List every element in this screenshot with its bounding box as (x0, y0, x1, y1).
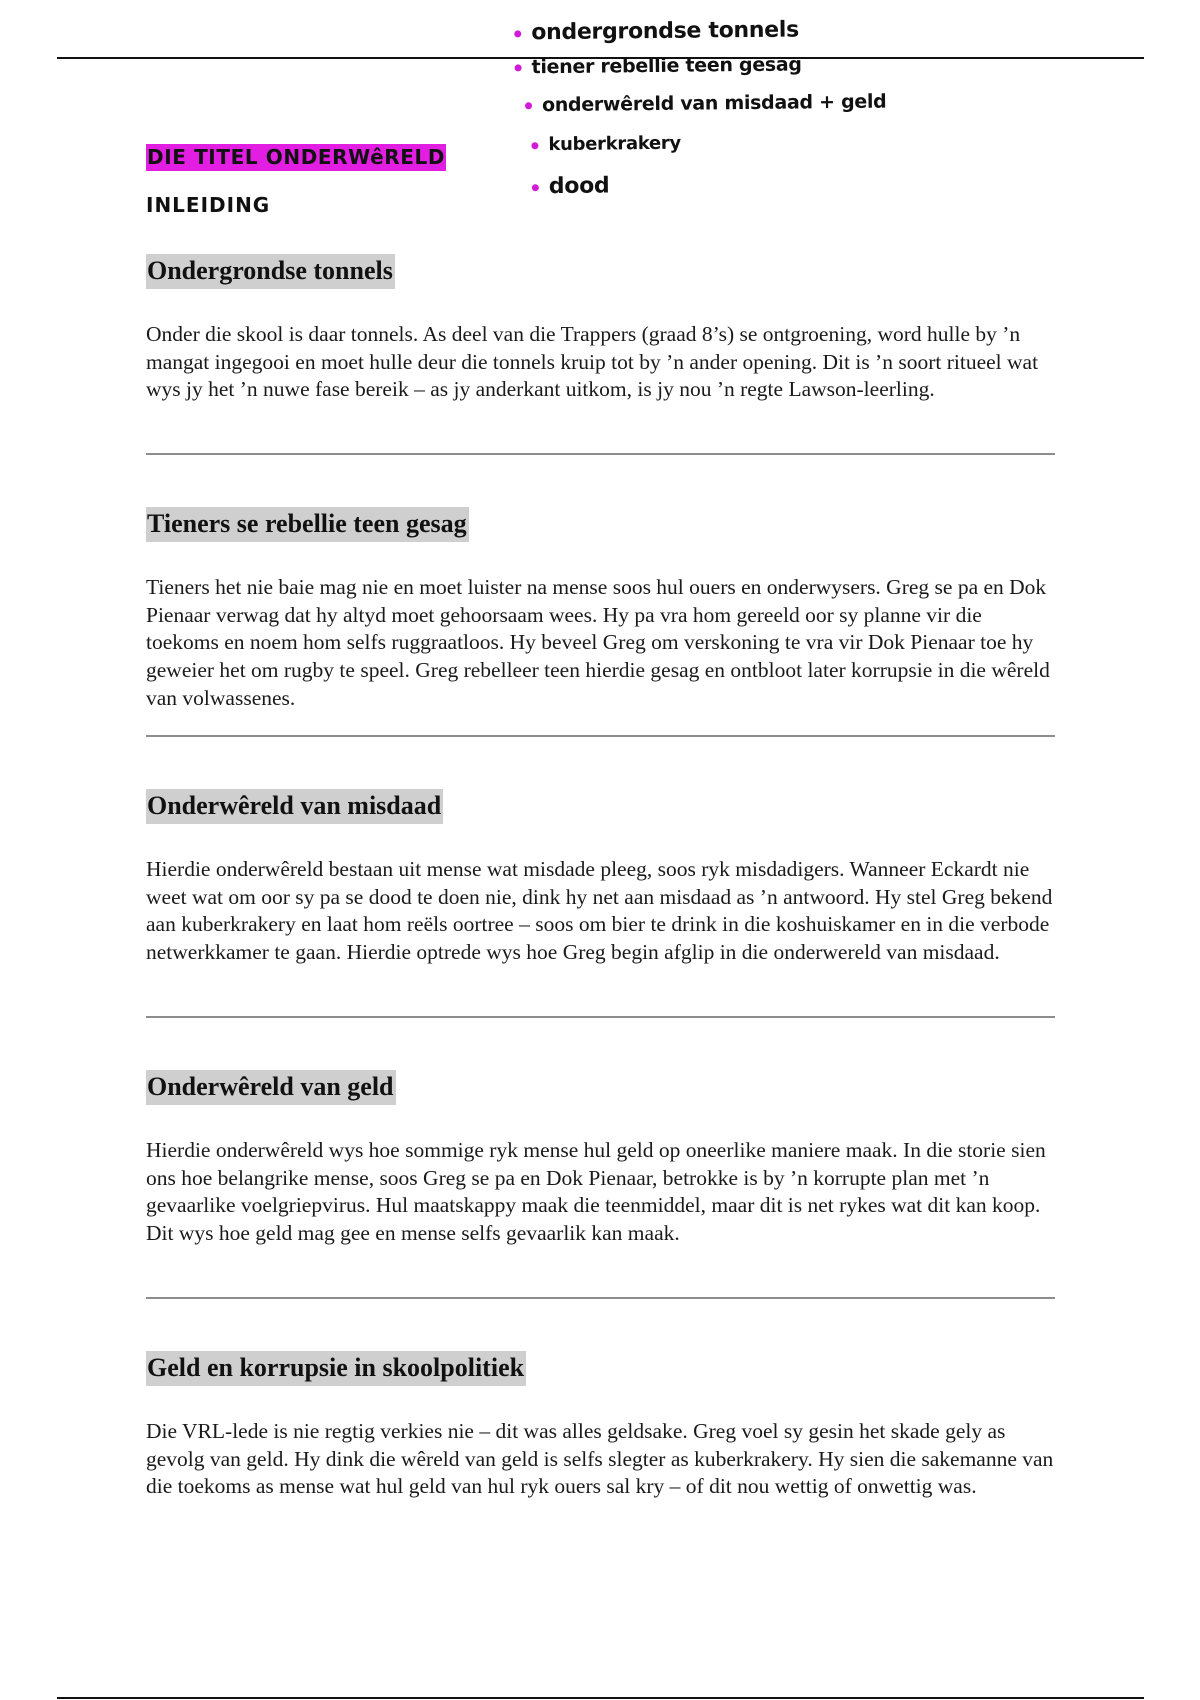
section-body: Tieners het nie baie mag nie en moet luister na mense soos hul ouers en onderwysers. Greg se pa en Dok Pienaar verwag dat hy altyd moet gehoorsaam wees. Hy pa vra hom gereeld oor sy planne vir die toekoms en noem hom selfs ruggraatloos. Hy beveel Greg om verskoning te vra vir Dok Pienaar toe hy geweier het om rugby te speel. Greg rebelleer teen hierdie gesag en ontbloot later korrupsie in die wêreld van volwassenes. (146, 574, 1050, 711)
handwritten-notes (508, 5, 988, 200)
section-divider (146, 1297, 1055, 1299)
bullet-icon (515, 64, 522, 71)
section-heading: Ondergrondse tonnels (146, 254, 395, 289)
bullet-icon (532, 184, 539, 191)
section-divider (146, 1016, 1055, 1018)
note-text: ondergrondse tonnels (531, 17, 799, 46)
document-title: DIE TITEL ONDERWêRELD (147, 145, 446, 169)
section-heading: Tieners se rebellie teen gesag (146, 507, 469, 542)
bullet-icon (531, 142, 538, 149)
note-item (531, 133, 681, 156)
note-text: tiener rebellie teen gesag (531, 53, 802, 79)
section-heading: Onderwêreld van misdaad (146, 789, 443, 824)
section-heading: Geld en korrupsie in skoolpolitiek (146, 1351, 526, 1386)
section-body: Onder die skool is daar tonnels. As deel van die Trappers (graad 8’s) se ontgroening, word hulle by ’n mangat ingegooi en moet hulle deur die tonnels kruip tot by ’n ander opening. Dit is ’n soort ritueel wat wys jy het ’n nuwe fase bereik – as jy anderkant uitkom, is jy nou ’n regte Lawson-leerling. (146, 321, 1039, 402)
note-item (514, 53, 801, 78)
note-item (514, 17, 799, 45)
section-onderwereld-geld (146, 1070, 1056, 1248)
section-divider (146, 453, 1055, 455)
document-subtitle: INLEIDING (146, 193, 271, 217)
bullet-icon (525, 102, 532, 109)
section-geld-korrupsie (146, 1351, 1056, 1501)
section-onderwereld-misdaad (146, 789, 1056, 967)
note-item (525, 91, 887, 117)
section-heading: Onderwêreld van geld (146, 1070, 396, 1105)
section-divider (146, 735, 1055, 737)
page-bottom-rule (57, 1697, 1144, 1699)
note-text: onderwêreld van misdaad + geld (541, 90, 887, 117)
section-tieners-rebellie (146, 507, 1056, 713)
section-body: Hierdie onderwêreld wys hoe sommige ryk mense hul geld op oneerlike maniere maak. In die storie sien ons hoe belangrike mense, soos Greg se pa en Dok Pienaar, betrokke is by ’n korrupte plan met ’n gevaarlike voelgriepvirus. Hul maatskappy maak die teenmiddel, maar dit is net rykes wat dit kan koop. Dit wys hoe geld mag gee en mense selfs gevaarlik kan maak. (146, 1137, 1046, 1246)
section-ondergrondse-tonnels (146, 254, 1056, 404)
note-text: kuberkrakery (548, 132, 681, 156)
bullet-icon (514, 30, 521, 37)
section-body: Die VRL-lede is nie regtig verkies nie – dit was alles geldsake. Greg voel sy gesin het skade gely as gevolg van geld. Hy dink die wêreld van geld is selfs slegter as kuberkrakery. Hy sien die sakemanne van die toekoms as mense wat hul geld van hul ryk ouers sal kry – of dit nou wettig of onwettig was. (146, 1418, 1054, 1499)
note-text: dood (548, 173, 610, 200)
section-body: Hierdie onderwêreld bestaan uit mense wat misdade pleeg, soos ryk misdadigers. Wanneer Eckardt nie weet wat om oor sy pa se dood te doen nie, dink hy net aan misdaad as ’n antwoord. Hy stel Greg bekend aan kuberkrakery en laat hom reëls oortree – soos om bier te drink in die koshuiskamer en in die verbode netwerkkamer te gaan. Hierdie optrede wys hoe Greg begin afglip in die onderwereld van misdaad. (146, 856, 1053, 965)
note-item (532, 173, 610, 199)
